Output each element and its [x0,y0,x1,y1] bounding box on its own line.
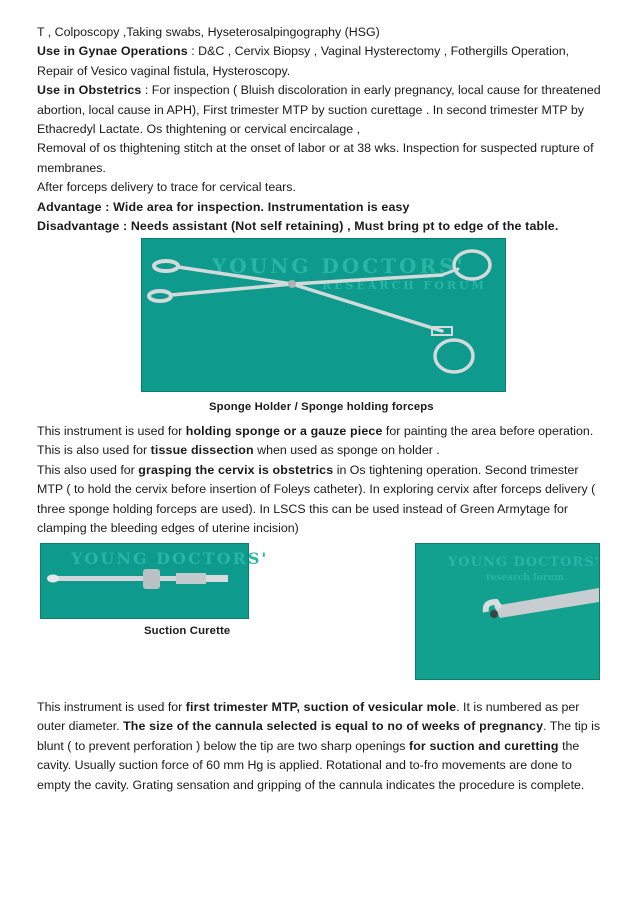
sponge-use-3-post: in Os tightening operation. Second trimester MTP ( to hold the cervix before insertion of Foleys catheter). In exploring cervix after forceps delivery ( three sponge holding forceps are used). In LSCS this can be used instead of Green Armytage for clamping the bleeding edges of uterine incision) [37,462,596,536]
tip-watermark-top: YOUNG DOCTORS' [448,555,600,570]
sponge-holder-photo [141,238,506,392]
removal-paragraph: Removal of os thightening stitch at the onset of labor or at 38 wks. Inspection for suspected rupture of membranes. [37,141,594,175]
disadvantage-text: Disadvantage : Needs assistant (Not self retaining) , Must bring pt to edge of the table. [37,219,559,234]
sponge-use-3 [37,461,607,539]
watermark-bottom: RESEARCH FORUM [322,279,487,292]
curette-s1-bold: first trimester MTP, suction of vesicular mole [185,700,457,714]
sponge-holder-caption: Sponge Holder / Sponge holding forceps [209,401,434,413]
sponge-holder-illustration [142,239,505,391]
hsg-line: T , Colposcopy ,Taking swabs, Hyseterosalpingography (HSG) [37,25,380,39]
gynae-paragraph [37,42,607,81]
gynae-text: : D&C , Cervix Biopsy , Vaginal Hysterectomy , Fothergills Operation, Repair of Vesico vaginal fistula, Hysteroscopy. [37,44,570,78]
suction-curette-photo [40,543,269,619]
obstetrics-paragraph [37,81,607,139]
after-forceps-paragraph: After forceps delivery to trace for cervical tears. [37,180,296,195]
tip-watermark-bottom: research forum [486,573,564,583]
advantage-line [37,198,607,217]
sponge-use-2-post: when used as sponge on holder . [253,443,440,458]
suction-curette-illustration [41,544,269,618]
curette-s1-pre: This instrument is used for [37,700,186,714]
sponge-use-2-pre: This is also used for [37,443,151,458]
text-block-uses [37,23,607,236]
advantage-text: Advantage : Wide area for inspection. Instrumentation is easy [37,199,410,214]
sponge-use-1-pre: This instrument is used for [37,424,186,438]
sponge-use-1-bold: holding sponge or a gauze piece [185,424,383,438]
curette-s1-post: . It is numbered as per outer diameter. [37,700,580,734]
obstetrics-text: : For inspection ( Bluish discoloration in early pregnancy, local cause for threatened abortion, local cause in APH), First trimester MTP by suction curettage . In second trimester MTP by Ethacredyl Lactate. Os thightening or cervical encircalage , [37,83,601,137]
sponge-use-2 [37,441,607,460]
watermark-top: YOUNG DOCTORS' [212,254,466,278]
curette-s3-bold: for suction and curetting [408,738,559,753]
gynae-label: Use in Gynae Operations [37,44,188,59]
sponge-use-3-bold: grasping the cervix is obstetrics [138,462,334,477]
sponge-use-3-pre: This also used for [37,462,139,477]
sponge-use-2-bold: tissue dissection [150,443,254,458]
curette-s3-post: the cavity. Usually suction force of 60 mm Hg is applied. Rotational and to-fro movements are done to empty the cavity. Grating sensation and gripping of the cannula indicates the procedure is complete. [37,738,585,792]
sponge-use-1 [37,422,607,441]
curette-tip-illustration [416,544,599,679]
curette-s2-post: . The tip is blunt ( to prevent perforation ) below the tip are two sharp openings [37,719,601,753]
curette-watermark: YOUNG DOCTORS' [71,549,269,568]
curette-s2-bold: The size of the cannula selected is equal to no of weeks of pregnancy [123,719,544,734]
text-block-sponge-holder [37,422,607,538]
disadvantage-line [37,217,607,236]
sponge-use-1-post: for painting the area before operation. [382,424,594,438]
obstetrics-label: Use in Obstetrics [37,83,142,98]
curette-description [37,698,607,795]
curette-tip-photo [415,543,600,680]
text-block-suction-curette [37,698,607,795]
suction-curette-caption: Suction Curette [144,625,231,637]
